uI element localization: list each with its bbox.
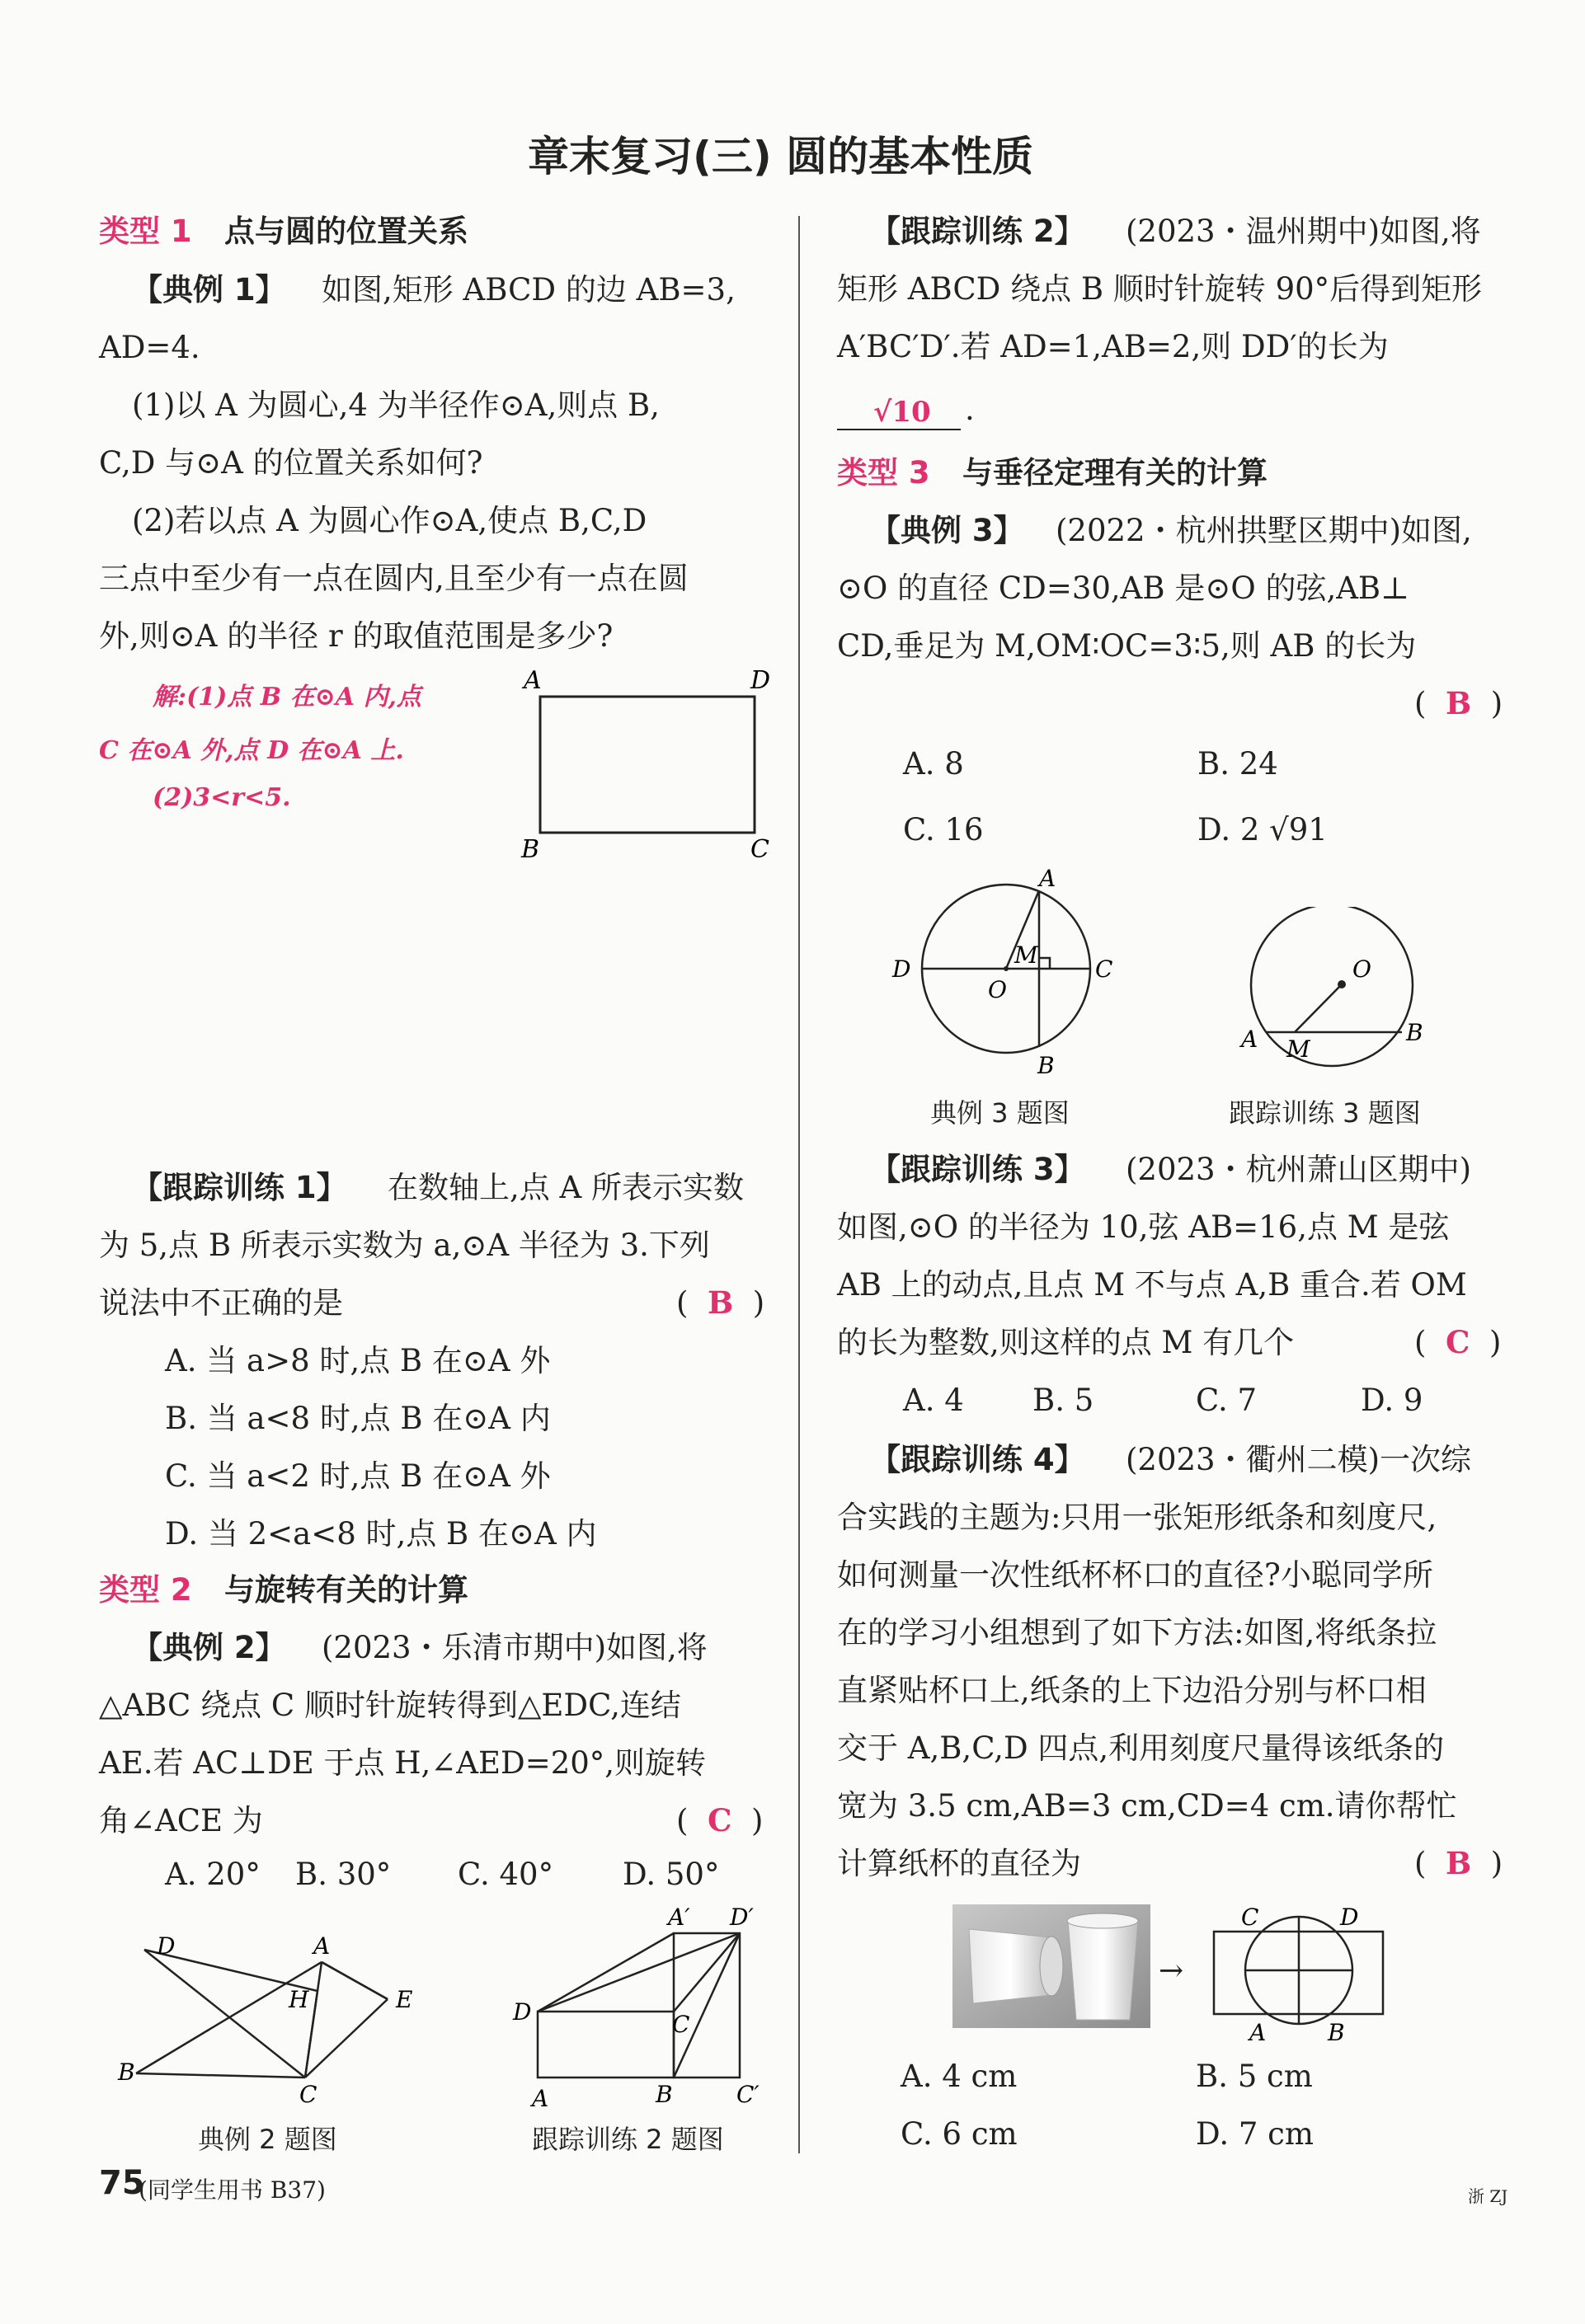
fig2-label: A [313, 1932, 331, 1960]
example2-option-a: A. 20° [165, 1857, 261, 1892]
training4-option-b: B. 5 cm [1196, 2059, 1313, 2094]
example2-figure-caption: 典例 2 题图 [198, 2124, 337, 2155]
training4-text: 在的学习小组想到了如下方法:如图,将纸条拉 [837, 1615, 1437, 1650]
fig-tr2-label: D′ [730, 1904, 754, 1931]
column-divider [798, 216, 800, 2153]
fig-tr3-label: M [1286, 1035, 1310, 1063]
training4-text: 宽为 3.5 cm,AB=3 cm,CD=4 cm.请你帮忙 [837, 1788, 1457, 1824]
fig-tr4-label: D [1340, 1904, 1359, 1931]
fig3-label: O [988, 976, 1007, 1003]
training1-text: 为 5,点 B 所表示实数为 a,⊙A 半径为 3.下列 [99, 1228, 710, 1263]
training4-answer: B [1445, 1845, 1472, 1881]
fig-tr2-label: B [656, 2081, 673, 2108]
training4-text: 如何测量一次性纸杯杯口的直径?小聪同学所 [837, 1557, 1433, 1593]
arrow-icon: → [1159, 1954, 1184, 1988]
type2-label: 类型 2 [99, 1572, 192, 1608]
training4-option-d: D. 7 cm [1196, 2116, 1314, 2152]
fig2-label: E [396, 1986, 413, 2013]
example1-tag: 【典例 1】 [132, 272, 286, 308]
training3-text: (2023・杭州萧山区期中) [1126, 1152, 1472, 1187]
training1-text: 在数轴上,点 A 所表示实数 [388, 1170, 745, 1205]
training4-tag: 【跟踪训练 4】 [870, 1442, 1085, 1477]
example2-figure [111, 1917, 433, 2106]
example3-tag: 【典例 3】 [870, 513, 1024, 548]
answer-bracket: ( B ) [1414, 1845, 1503, 1881]
training3-answer: C [1445, 1324, 1470, 1360]
fig3-label: A [1039, 866, 1056, 892]
rect-label-c: C [750, 835, 769, 864]
training3-figure [1216, 907, 1439, 1080]
fig-tr4-label: A [1249, 2019, 1267, 2046]
type3-title: 与垂径定理有关的计算 [962, 455, 1268, 491]
training3-option-d: D. 9 [1361, 1383, 1423, 1418]
training4-text: 直紧贴杯口上,纸条的上下边沿分别与杯口相 [837, 1673, 1427, 1708]
page-note: (同学生用书 B37) [139, 2176, 326, 2204]
training2-tag: 【跟踪训练 2】 [870, 214, 1085, 249]
example1-text: 如图,矩形 ABCD 的边 AB=3, [322, 272, 736, 308]
example2-tag: 【典例 2】 [132, 1630, 286, 1665]
example3-option-d: D. 2 √91 [1197, 812, 1328, 847]
corner-mark: 浙 ZJ [1468, 2186, 1508, 2206]
type2-title: 与旋转有关的计算 [224, 1572, 468, 1608]
cup-photo [952, 1904, 1150, 2028]
example1-solution: C 在⊙A 外,点 D 在⊙A 上. [99, 736, 404, 765]
answer-bracket: ( B ) [1414, 685, 1503, 721]
example1-question1: (1)以 A 为圆心,4 为半径作⊙A,则点 B, [132, 387, 660, 423]
fig-tr3-label: O [1352, 955, 1371, 983]
fig-tr3-label: B [1406, 1019, 1423, 1046]
rectangle-figure [511, 664, 783, 870]
training1-option-d: D. 当 2<a<8 时,点 B 在⊙A 内 [165, 1516, 597, 1552]
example2-option-d: D. 50° [623, 1857, 720, 1892]
example2-text: (2023・乐清市期中)如图,将 [322, 1630, 708, 1665]
example2-text: AE.若 AC⊥DE 于点 H,∠AED=20°,则旋转 [99, 1745, 707, 1781]
fig3-label: M [1014, 941, 1038, 969]
training1-option-b: B. 当 a<8 时,点 B 在⊙A 内 [165, 1401, 551, 1436]
training3-text: AB 上的动点,且点 M 不与点 A,B 重合.若 OM [837, 1267, 1467, 1303]
example3-text: ⊙O 的直径 CD=30,AB 是⊙O 的弦,AB⊥ [837, 570, 1409, 606]
type3-label: 类型 3 [837, 455, 930, 491]
fig-tr2-label: C [672, 2011, 690, 2038]
training2-answer: √10 [873, 396, 931, 429]
training1-option-a: A. 当 a>8 时,点 B 在⊙A 外 [165, 1343, 551, 1378]
training2-figure [503, 1896, 775, 2119]
example1-question1: C,D 与⊙A 的位置关系如何? [99, 445, 483, 481]
training3-tag: 【跟踪训练 3】 [870, 1152, 1085, 1187]
training3-figure-caption: 跟踪训练 3 题图 [1229, 1097, 1421, 1129]
example2-text: △ABC 绕点 C 顺时针旋转得到△EDC,连结 [99, 1688, 681, 1723]
example3-figure-caption: 典例 3 题图 [930, 1097, 1070, 1129]
fig2-label: D [157, 1932, 176, 1960]
example2-text: 角∠ACE 为 [99, 1803, 263, 1838]
type1-label: 类型 1 [99, 214, 192, 249]
type1-title: 点与圆的位置关系 [224, 214, 468, 249]
training3-option-c: C. 7 [1196, 1383, 1258, 1418]
example2-option-c: C. 40° [458, 1857, 554, 1892]
fig-tr4-label: C [1241, 1904, 1259, 1931]
training2-figure-caption: 跟踪训练 2 题图 [532, 2124, 724, 2155]
example1-question2: (2)若以点 A 为圆心作⊙A,使点 B,C,D [132, 503, 647, 538]
training2-answer-blank [837, 394, 961, 430]
training4-option-c: C. 6 cm [901, 2116, 1018, 2152]
training4-text: (2023・衢州二模)一次综 [1126, 1442, 1472, 1477]
fig-tr2-label: A′ [668, 1904, 690, 1931]
example3-figure [882, 866, 1138, 1080]
training3-option-a: A. 4 [903, 1383, 964, 1418]
example1-text: AD=4. [99, 330, 200, 365]
fig2-label: B [118, 2059, 135, 2086]
example3-text: (2022・杭州拱墅区期中)如图, [1056, 513, 1472, 548]
fig3-label: B [1037, 1052, 1055, 1079]
training2-text: 矩形 ABCD 绕点 B 顺时针旋转 90°后得到矩形 [837, 271, 1483, 307]
training3-text: 的长为整数,则这样的点 M 有几个 [837, 1325, 1295, 1360]
fig2-label: C [299, 2081, 317, 2106]
fig-tr3-label: A [1241, 1026, 1258, 1053]
answer-bracket: ( B ) [676, 1284, 765, 1321]
training4-text: 交于 A,B,C,D 四点,利用刻度尺量得该纸条的 [837, 1730, 1445, 1766]
training2-text: (2023・温州期中)如图,将 [1126, 214, 1481, 249]
example3-option-c: C. 16 [903, 812, 984, 847]
answer-bracket: ( C ) [1414, 1324, 1502, 1360]
page-number: 75 [99, 2164, 145, 2202]
training4-text: 计算纸杯的直径为 [837, 1846, 1081, 1881]
fig-tr4-label: B [1328, 2019, 1345, 2046]
fig-tr2-label: D [513, 1998, 532, 2026]
training2-text: A′BC′D′.若 AD=1,AB=2,则 DD′的长为 [837, 329, 1389, 364]
training4-text: 合实践的主题为:只用一张矩形纸条和刻度尺, [837, 1500, 1437, 1535]
training1-option-c: C. 当 a<2 时,点 B 在⊙A 外 [165, 1458, 551, 1494]
training2-period: . [965, 392, 975, 427]
example1-question2: 外,则⊙A 的半径 r 的取值范围是多少? [99, 618, 614, 654]
training3-text: 如图,⊙O 的半径为 10,弦 AB=16,点 M 是弦 [837, 1209, 1450, 1245]
fig3-label: D [892, 955, 911, 983]
example1-solution: (2)3<r<5. [153, 783, 291, 812]
answer-bracket: ( C ) [676, 1802, 764, 1838]
rect-label-a: A [524, 666, 542, 695]
training1-text: 说法中不正确的是 [99, 1285, 343, 1321]
example2-answer: C [707, 1802, 732, 1838]
training4-figure [1204, 1900, 1394, 2049]
example3-answer: B [1445, 685, 1472, 721]
example2-option-b: B. 30° [295, 1857, 392, 1892]
training1-tag: 【跟踪训练 1】 [132, 1170, 347, 1205]
rect-label-d: D [750, 666, 771, 695]
rect-label-b: B [521, 835, 540, 864]
fig3-label: C [1095, 955, 1113, 983]
example1-solution: 解:(1)点 B 在⊙A 内,点 [153, 683, 421, 711]
example3-option-a: A. 8 [903, 746, 964, 782]
fig-tr2-label: A [532, 2085, 549, 2112]
training3-option-b: B. 5 [1032, 1383, 1094, 1418]
training4-option-a: A. 4 cm [901, 2059, 1018, 2094]
page-title: 章末复习(三) 圆的基本性质 [528, 133, 1034, 181]
example3-option-b: B. 24 [1197, 746, 1278, 782]
example1-question2: 三点中至少有一点在圆内,且至少有一点在圆 [99, 561, 689, 596]
example3-text: CD,垂足为 M,OM∶OC=3∶5,则 AB 的长为 [837, 628, 1417, 664]
training1-answer: B [707, 1284, 734, 1321]
fig-tr2-label: C′ [736, 2081, 760, 2108]
fig2-label: H [289, 1986, 309, 2013]
